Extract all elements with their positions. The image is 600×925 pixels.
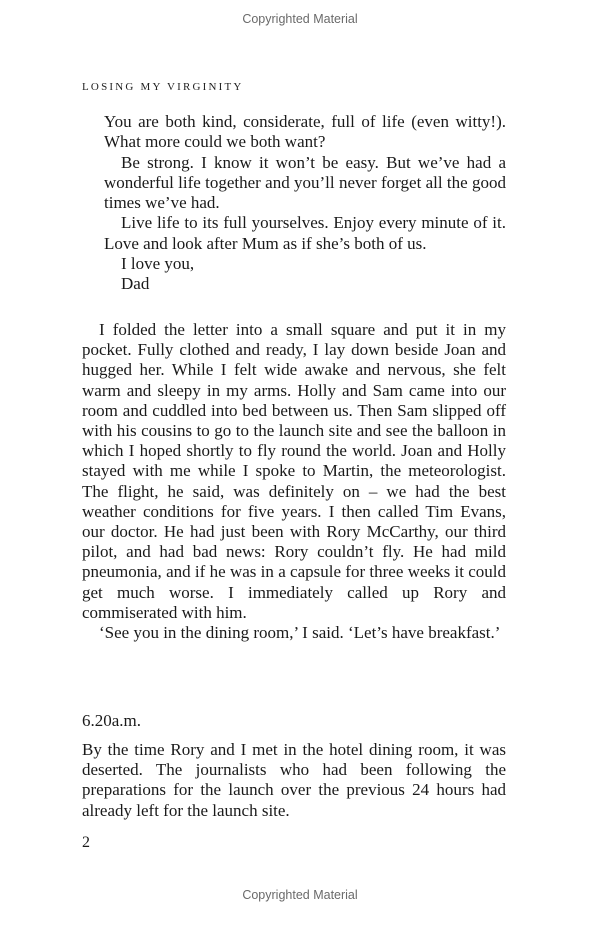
copyright-watermark-top: Copyrighted Material	[242, 12, 358, 26]
time-heading: 6.20a.m.	[82, 711, 142, 730]
body-paragraph: By the time Rory and I met in the hotel dining room, it was deserted. The journalists who had been following the preparations for the launch over the previous 24 hours had already left for the launch site.	[82, 740, 506, 820]
letter-signature: Dad	[121, 274, 150, 294]
body-section-1	[82, 320, 506, 643]
copyright-watermark-bottom: Copyrighted Material	[242, 888, 358, 902]
letter-paragraph: You are both kind, considerate, full of life (even witty!). What more could we both want?	[104, 112, 506, 152]
page-number: 2	[82, 834, 90, 851]
letter-paragraph: Live life to its full yourselves. Enjoy every minute of it. Love and look after Mum as if she’s both of us.	[104, 213, 506, 253]
letter-closing: I love you,	[121, 254, 195, 274]
letter-excerpt	[104, 112, 506, 295]
letter-paragraph: Be strong. I know it won’t be easy. But we’ve had a wonderful life together and you’ll never forget all the good times we’ve had.	[104, 152, 506, 213]
body-paragraph: I folded the letter into a small square and put it in my pocket. Fully clothed and ready, I lay down beside Joan and hugged her. While I felt wide awake and nervous, she felt warm and sleepy in my arms. Holly and Sam came into our room and cuddled into bed between us. Then Sam slipped off with his cousins to go to the launch site and see the balloon in which I hoped shortly to fly round the world. Joan and Holly stayed with me while I spoke to Martin, the meteorologist. The flight, he said, was definitely on – we had the best weather conditions for five years. I then called Tim Evans, our doctor. He had just been with Rory McCarthy, our third pilot, and had bad news: Rory couldn’t fly. He had mild pneumonia, and if he was in a capsule for three weeks it could get much worse. I immediately called up Rory and commiserated with him.	[82, 320, 506, 622]
body-section-2	[82, 740, 506, 821]
body-paragraph: ‘See you in the dining room,’ I said. ‘Let’s have breakfast.’	[99, 623, 501, 643]
running-head: LOSING MY VIRGINITY	[82, 81, 244, 93]
